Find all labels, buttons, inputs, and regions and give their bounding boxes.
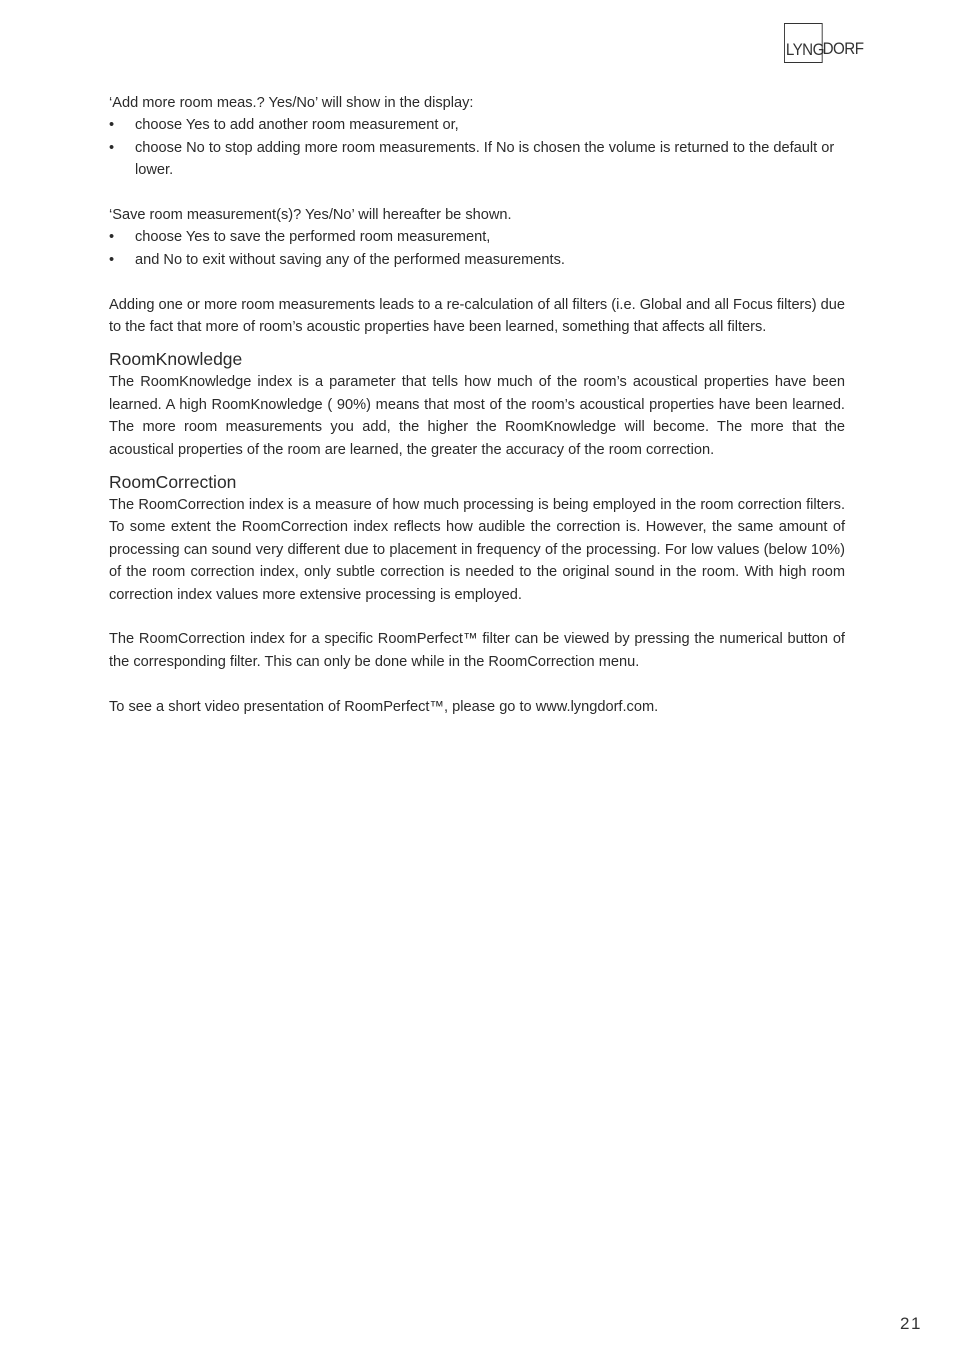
roomknowledge-paragraph: The RoomKnowledge index is a parameter that tells how much of the room’s acoustical properties have been learned. A high RoomKnowledge ( 90%) means that most of the room’s acoustical properties have been learned. The more room measurements you add, the higher the RoomKnowledge will become. The more that the acoustical properties of the room are learned, the greater the accuracy of the room correction. xyxy=(109,374,845,458)
bullet-icon: • xyxy=(109,139,115,156)
recalculation-paragraph: Adding one or more room measurements leads to a re-calculation of all filters (i.e. Global and all Focus filters) due to the fact that more of room’s acoustic properties have been learned, something that affects all filters. xyxy=(109,296,845,336)
add-more-options xyxy=(109,114,845,181)
page-body xyxy=(109,92,845,718)
add-more-prompt: ‘Add more room meas.? Yes/No’ will show in the display: xyxy=(109,95,474,111)
bullet-icon: • xyxy=(109,229,115,246)
list-item xyxy=(109,137,845,182)
bullet-icon: • xyxy=(109,251,115,268)
list-item xyxy=(109,114,845,136)
list-item-text: choose Yes to save the performed room measurement, xyxy=(135,229,491,246)
logo-rest-text: DORF xyxy=(822,40,864,58)
page-number: 21 xyxy=(900,1314,922,1333)
logo-boxed-text: LYNG xyxy=(784,23,823,63)
list-item-text: and No to exit without saving any of the performed measurements. xyxy=(135,251,565,268)
list-item xyxy=(109,226,845,248)
roomcorrection-paragraph: The RoomCorrection index is a measure of how much processing is being employed in the room correction filters. To some extent the RoomCorrection index reflects how audible the correction is. However, the same amount of processing can sound very different due to placement in frequency of the processing. For low values (below 10%) of the room correction index, only subtle correction is needed to the original sound in the room. With high room correction index values more extensive processing is employed. xyxy=(109,497,845,603)
roomcorrection-heading: RoomCorrection xyxy=(109,472,237,493)
filter-index-paragraph: The RoomCorrection index for a specific RoomPerfect™ filter can be viewed by pressing the numerical button of the corresponding filter. This can only be done while in the RoomCorrection menu. xyxy=(109,631,845,670)
bullet-icon: • xyxy=(109,117,115,134)
save-prompt: ‘Save room measurement(s)? Yes/No’ will hereafter be shown. xyxy=(109,207,512,224)
list-item-text: choose No to stop adding more room measurements. If No is chosen the volume is returned to the default or lower. xyxy=(135,139,835,179)
lyngdorf-logo xyxy=(784,23,863,63)
save-options xyxy=(109,226,845,271)
list-item-text: choose Yes to add another room measurement or, xyxy=(135,117,459,134)
list-item xyxy=(109,249,845,271)
video-paragraph: To see a short video presentation of RoomPerfect™, please go to www.lyngdorf.com. xyxy=(109,698,659,715)
roomknowledge-heading: RoomKnowledge xyxy=(109,349,243,370)
